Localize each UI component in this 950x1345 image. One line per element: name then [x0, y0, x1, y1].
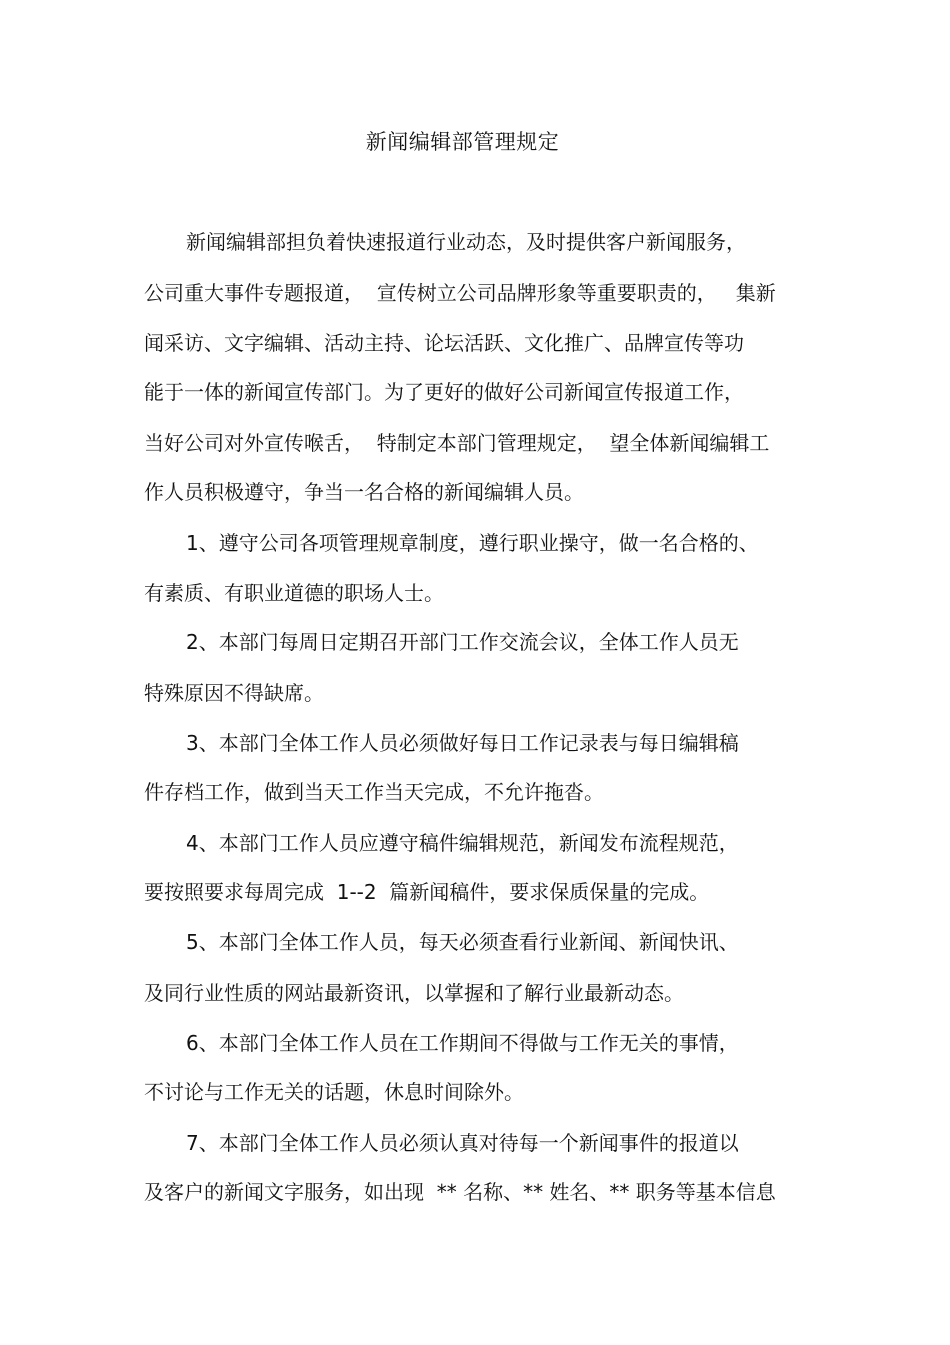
rule-5-line: 及同行业性质的网站最新资讯，以掌握和了解行业最新动态。	[144, 981, 684, 1005]
intro-line: 能于一体的新闻宣传部门。为了更好的做好公司新闻宣传报道工作，	[144, 380, 744, 404]
intro-line: 作人员积极遵守，争当一名合格的新闻编辑人员。	[144, 480, 584, 504]
rule-5-line: 5、本部门全体工作人员，每天必须查看行业新闻、新闻快讯、	[186, 930, 739, 954]
rule-2-line: 2、本部门每周日定期召开部门工作交流会议，全体工作人员无	[186, 630, 739, 654]
intro-line: 公司重大事件专题报道， 宣传树立公司品牌形象等重要职责的， 集新	[144, 281, 776, 305]
rule-6-line: 6、本部门全体工作人员在工作期间不得做与工作无关的事情，	[186, 1031, 739, 1055]
intro-line: 新闻编辑部担负着快速报道行业动态，及时提供客户新闻服务，	[186, 230, 746, 254]
rule-7-line: 7、本部门全体工作人员必须认真对待每一个新闻事件的报道以	[186, 1131, 739, 1155]
intro-line: 闻采访、文字编辑、活动主持、论坛活跃、文化推广、品牌宣传等功	[144, 331, 744, 355]
rule-4-line: 要按照要求每周完成 1--2 篇新闻稿件，要求保质保量的完成。	[144, 880, 710, 904]
rule-2-line: 特殊原因不得缺席。	[144, 681, 324, 705]
rule-7-line: 及客户的新闻文字服务，如出现 ** 名称、** 姓名、** 职务等基本信息	[144, 1180, 776, 1204]
rule-3-line: 3、本部门全体工作人员必须做好每日工作记录表与每日编辑稿	[186, 731, 739, 755]
intro-line: 当好公司对外宣传喉舌， 特制定本部门管理规定， 望全体新闻编辑工	[144, 431, 770, 455]
document-title: 新闻编辑部管理规定	[365, 130, 560, 154]
rule-4-line: 4、本部门工作人员应遵守稿件编辑规范，新闻发布流程规范，	[186, 831, 739, 855]
rule-6-line: 不讨论与工作无关的话题，休息时间除外。	[144, 1080, 524, 1104]
rule-1-line: 1、遵守公司各项管理规章制度，遵行职业操守，做一名合格的、	[186, 531, 759, 555]
rule-3-line: 件存档工作，做到当天工作当天完成，不允许拖沓。	[144, 780, 604, 804]
rule-1-line: 有素质、有职业道德的职场人士。	[144, 581, 444, 605]
